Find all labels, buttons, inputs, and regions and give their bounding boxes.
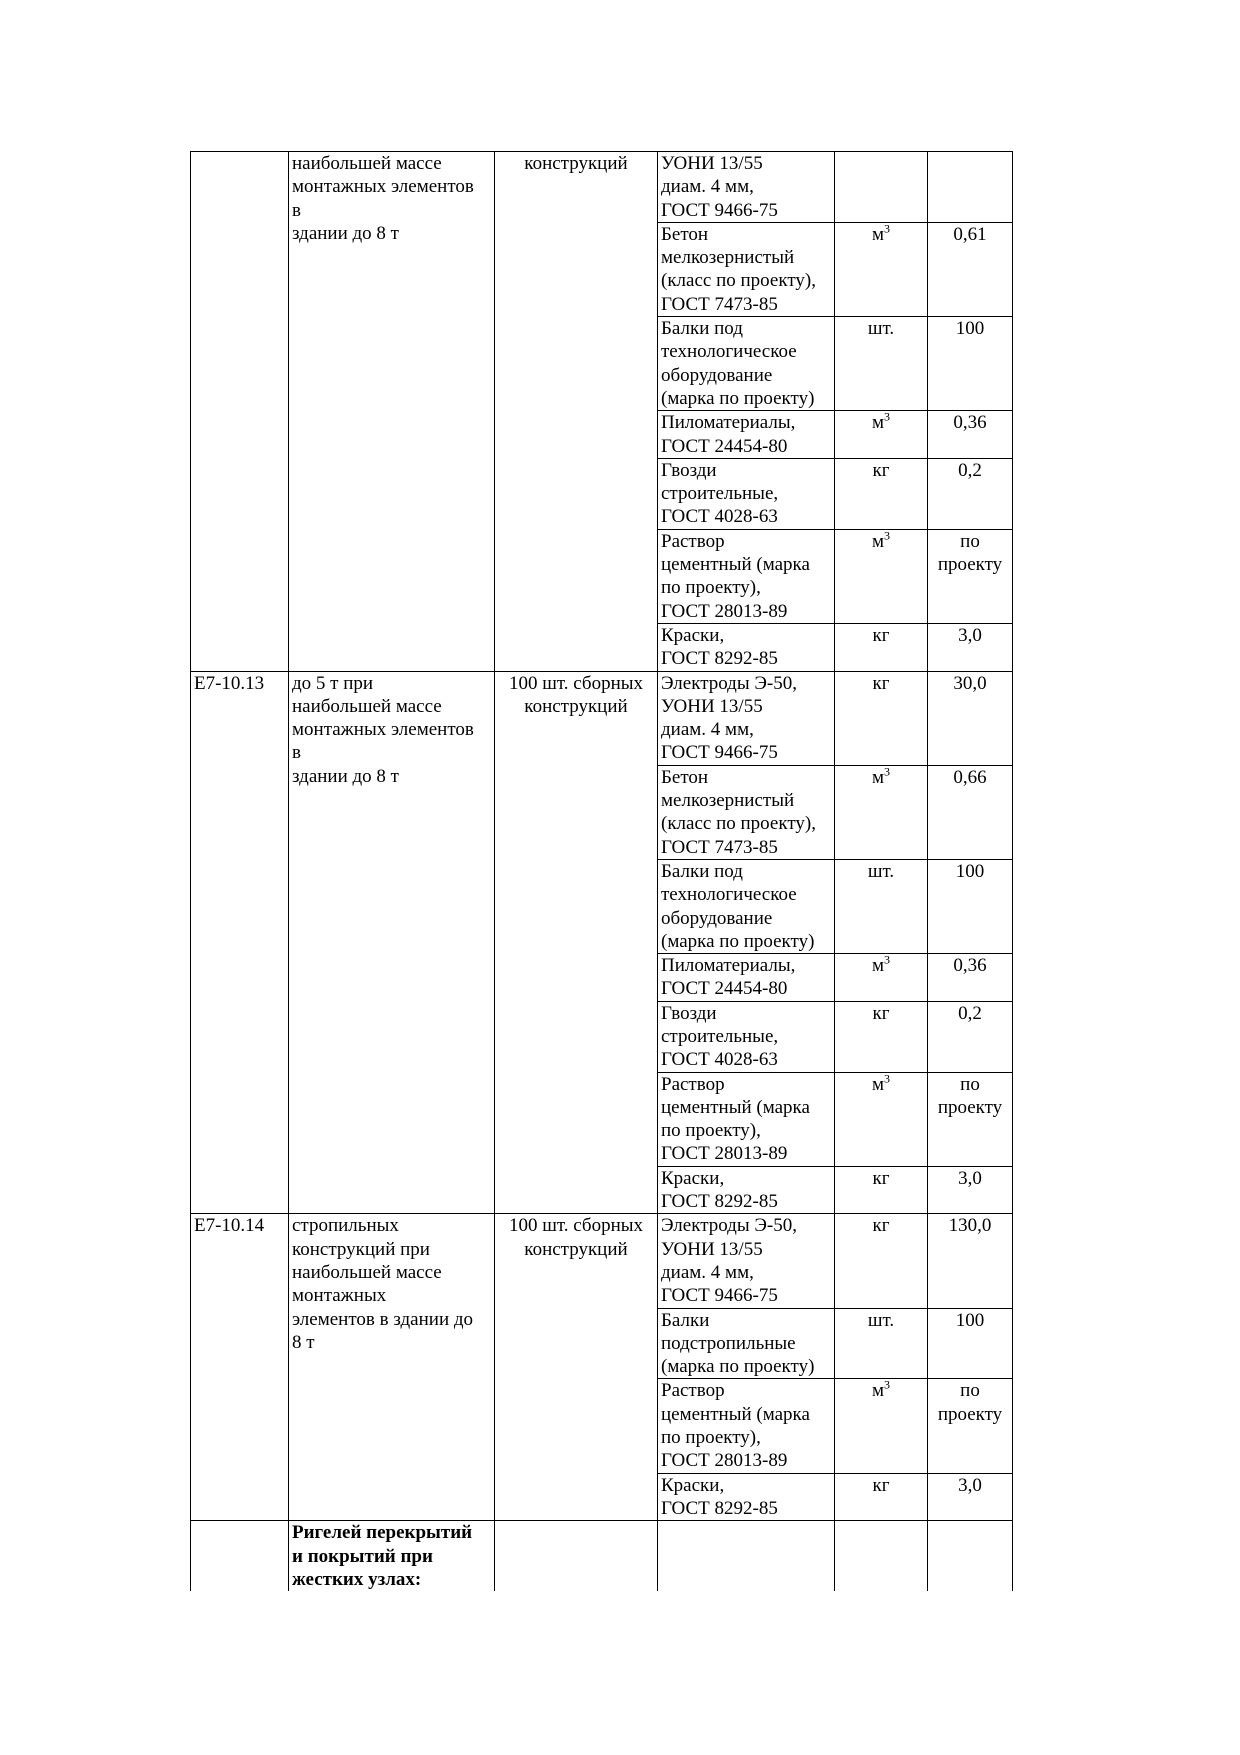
material-unit-cell <box>835 859 928 953</box>
measure-unit-cell <box>495 1521 658 1591</box>
norm-code-cell <box>191 152 289 672</box>
material-unit-cell <box>835 1001 928 1072</box>
unit-text: шт. <box>867 860 895 882</box>
norm-code-cell: Е7-10.13 <box>191 671 289 1214</box>
unit-exponent: 3 <box>884 1071 891 1086</box>
unit-text: м <box>871 530 885 552</box>
quantity-cell: 100 <box>928 859 1013 953</box>
measure-unit-cell: 100 шт. сборных конструкций <box>495 671 658 1214</box>
table-row <box>191 152 1013 223</box>
material-cell: Пиломатериалы, ГОСТ 24454-80 <box>658 954 835 1002</box>
quantity-cell: 3,0 <box>928 1473 1013 1521</box>
table-row <box>191 671 1013 765</box>
material-cell: Краски, ГОСТ 8292-85 <box>658 1473 835 1521</box>
material-cell: Раствор цементный (марка по проекту), ГОСТ 28013-89 <box>658 529 835 623</box>
work-name-cell: стропильных конструкций при наибольшей массе монтажных элементов в здании до 8 т <box>289 1214 495 1521</box>
quantity-cell: 130,0 <box>928 1214 1013 1308</box>
unit-text: кг <box>872 1002 890 1024</box>
unit-text: шт. <box>867 318 895 340</box>
unit-exponent: 3 <box>884 221 891 236</box>
material-cell: Балки подстропильные (марка по проекту) <box>658 1308 835 1379</box>
quantity-cell: 0,36 <box>928 411 1013 459</box>
unit-text: м <box>871 955 885 977</box>
material-unit-cell <box>835 152 928 223</box>
material-cell: Раствор цементный (марка по проекту), ГОСТ 28013-89 <box>658 1072 835 1166</box>
material-cell: Гвозди строительные, ГОСТ 4028-63 <box>658 1001 835 1072</box>
unit-text: кг <box>872 459 890 481</box>
quantity-cell: 100 <box>928 317 1013 411</box>
unit-exponent: 3 <box>884 409 891 424</box>
unit-text: кг <box>872 624 890 646</box>
quantity-cell: 100 <box>928 1308 1013 1379</box>
material-unit-cell <box>835 458 928 529</box>
norm-code-cell <box>191 1521 289 1591</box>
unit-text: кг <box>872 1167 890 1189</box>
unit-text: м <box>871 223 885 245</box>
material-unit-cell <box>835 317 928 411</box>
measure-unit-cell: 100 шт. сборных конструкций <box>495 1214 658 1521</box>
material-unit-cell <box>835 1166 928 1214</box>
quantity-cell: по проекту <box>928 1072 1013 1166</box>
material-unit-cell <box>835 765 928 859</box>
unit-exponent: 3 <box>884 1378 891 1393</box>
material-unit-cell <box>835 1214 928 1308</box>
unit-text: м <box>871 1380 885 1402</box>
material-unit-cell <box>835 411 928 459</box>
unit-text: м <box>871 766 885 788</box>
material-cell: Балки под технологическое оборудование (марка по проекту) <box>658 317 835 411</box>
unit-text: кг <box>872 672 890 694</box>
material-unit-cell <box>835 623 928 671</box>
material-cell: УОНИ 13/55 диам. 4 мм, ГОСТ 9466-75 <box>658 152 835 223</box>
material-unit-cell <box>835 1521 928 1591</box>
work-name-cell: до 5 т при наибольшей массе монтажных элементов в здании до 8 т <box>289 671 495 1214</box>
quantity-cell: 0,2 <box>928 458 1013 529</box>
material-unit-cell <box>835 1308 928 1379</box>
material-unit-cell <box>835 954 928 1002</box>
quantity-cell: 0,2 <box>928 1001 1013 1072</box>
unit-text: кг <box>872 1474 890 1496</box>
material-cell <box>658 1521 835 1591</box>
work-name-cell: наибольшей массе монтажных элементов в здании до 8 т <box>289 152 495 672</box>
quantity-cell: по проекту <box>928 529 1013 623</box>
material-cell: Краски, ГОСТ 8292-85 <box>658 1166 835 1214</box>
quantity-cell: по проекту <box>928 1379 1013 1473</box>
unit-exponent: 3 <box>884 764 891 779</box>
material-cell: Электроды Э-50, УОНИ 13/55 диам. 4 мм, ГОСТ 9466-75 <box>658 1214 835 1308</box>
quantity-cell <box>928 1521 1013 1591</box>
quantity-cell: 0,66 <box>928 765 1013 859</box>
material-unit-cell <box>835 1072 928 1166</box>
unit-text: шт. <box>867 1309 895 1331</box>
quantity-cell <box>928 152 1013 223</box>
material-cell: Балки под технологическое оборудование (марка по проекту) <box>658 859 835 953</box>
table-row <box>191 1214 1013 1308</box>
unit-exponent: 3 <box>884 952 891 967</box>
material-unit-cell <box>835 1379 928 1473</box>
material-cell: Электроды Э-50, УОНИ 13/55 диам. 4 мм, ГОСТ 9466-75 <box>658 671 835 765</box>
material-cell: Бетон мелкозернистый (класс по проекту), ГОСТ 7473-85 <box>658 222 835 316</box>
material-cell: Краски, ГОСТ 8292-85 <box>658 623 835 671</box>
section-title: Ригелей перекрытий и покрытий при жестких узлах: <box>289 1521 495 1591</box>
material-cell: Гвозди строительные, ГОСТ 4028-63 <box>658 458 835 529</box>
material-unit-cell <box>835 671 928 765</box>
unit-text: м <box>871 412 885 434</box>
measure-unit-cell: конструкций <box>495 152 658 672</box>
quantity-cell: 3,0 <box>928 1166 1013 1214</box>
material-cell: Пиломатериалы, ГОСТ 24454-80 <box>658 411 835 459</box>
material-unit-cell <box>835 529 928 623</box>
unit-text: кг <box>872 1215 890 1237</box>
material-cell: Бетон мелкозернистый (класс по проекту), ГОСТ 7473-85 <box>658 765 835 859</box>
material-unit-cell <box>835 1473 928 1521</box>
quantity-cell: 0,36 <box>928 954 1013 1002</box>
resource-norms-table <box>190 151 1013 1591</box>
quantity-cell: 30,0 <box>928 671 1013 765</box>
material-cell: Раствор цементный (марка по проекту), ГОСТ 28013-89 <box>658 1379 835 1473</box>
section-heading-row <box>191 1521 1013 1591</box>
quantity-cell: 0,61 <box>928 222 1013 316</box>
material-unit-cell <box>835 222 928 316</box>
unit-text: м <box>871 1073 885 1095</box>
quantity-cell: 3,0 <box>928 623 1013 671</box>
norm-code-cell: Е7-10.14 <box>191 1214 289 1521</box>
unit-exponent: 3 <box>884 528 891 543</box>
